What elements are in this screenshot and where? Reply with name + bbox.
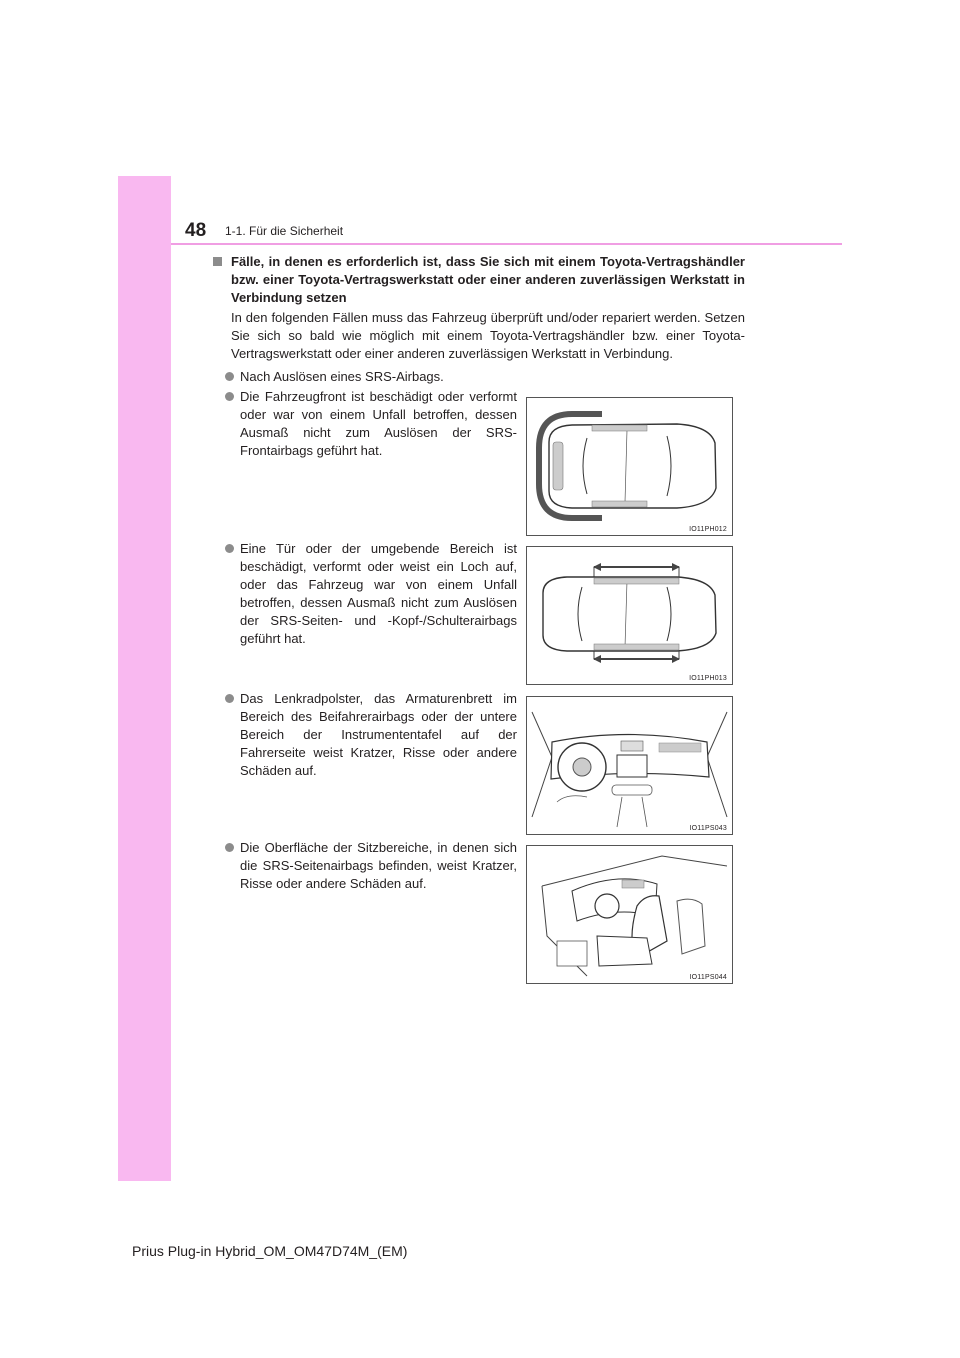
bullet-dot-icon [225,544,234,553]
subsection-heading [215,253,745,307]
seat-interior-icon [527,846,732,983]
figure-front-damage [526,397,733,536]
bullet-item [225,839,517,893]
car-top-side-icon [527,547,732,684]
bullet-text: Das Lenkradpolster, das Armaturenbrett im Bereich des Beifahrerairbags oder der untere Bereich der Instrumententafel auf der Fahrerseite weist Kratzer, Risse oder andere Schäden auf. [240,691,517,778]
heading-text: Fälle, in denen es erforderlich ist, dass Sie sich mit einem Toyota-Vertragshändler bzw. einer Toyota-Vertragswerkstatt oder einer anderen zuverlässigen Werkstatt in Verbindung setzen [231,254,745,305]
bullet-text: Nach Auslösen eines SRS-Airbags. [240,369,444,384]
bullet-text: Die Fahrzeugfront ist beschädigt oder verformt oder war von einem Unfall betroffen, dessen Ausmaß nicht zum Auslösen der SRS-Frontairbags geführt hat. [240,389,517,458]
figure-code: IO11PH012 [689,526,727,533]
footer-manual-id: Prius Plug-in Hybrid_OM_OM47D74M_(EM) [132,1243,408,1259]
section-title: 1-1. Für die Sicherheit [225,224,344,238]
figure-seats [526,845,733,984]
intro-paragraph: In den folgenden Fällen muss das Fahrzeug überprüft und/oder repariert werden. Setzen Sie sich so bald wie möglich mit einem Toyota-Vertragshändler bzw. einer Toyota-Vertragswerkstatt oder einer anderen zuverlässigen Werkstatt in Verbindung. [231,310,745,361]
side-tab [118,176,171,1181]
figure-dashboard [526,696,733,835]
figure-code: IO11PH013 [689,675,727,682]
figure-code: IO11PS044 [689,974,727,981]
dashboard-icon [527,697,732,834]
bullet-dot-icon [225,372,234,381]
square-bullet-icon [213,257,222,266]
figure-code: IO11PS043 [689,825,727,832]
bullet-dot-icon [225,843,234,852]
bullet-item [225,690,517,780]
car-top-front-icon [527,398,732,535]
bullet-item [225,368,745,386]
header-rule [171,243,842,245]
figure-side-damage [526,546,733,685]
bullet-dot-icon [225,694,234,703]
bullet-item [225,540,517,648]
bullet-text: Eine Tür oder der umgebende Bereich ist beschädigt, verformt oder weist ein Loch auf, oder das Fahrzeug war von einem Unfall betroffen, dessen Ausmaß nicht zum Auslösen der SRS-Seiten- und -Kopf-/Schulterairbags geführt hat. [240,541,517,646]
bullet-text: Die Oberfläche der Sitzbereiche, in denen sich die SRS-Seitenairbags befinden, weist Kratzer, Risse oder andere Schäden auf. [240,840,517,891]
page-number: 48 [185,220,207,241]
bullet-item [225,388,517,460]
bullet-dot-icon [225,392,234,401]
